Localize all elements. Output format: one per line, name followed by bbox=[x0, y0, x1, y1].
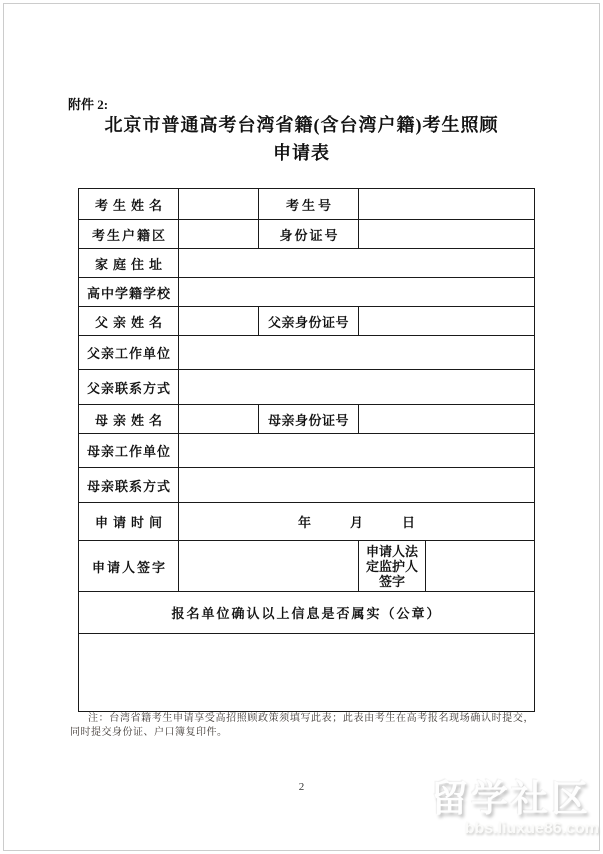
mother-name-label: 母亲姓名 bbox=[79, 405, 179, 434]
application-form-table bbox=[78, 188, 535, 712]
id-card-label: 身份证号 bbox=[259, 220, 359, 249]
father-name-label: 父亲姓名 bbox=[79, 307, 179, 336]
document-title bbox=[0, 111, 603, 167]
mother-id-field bbox=[359, 405, 535, 434]
home-address-label: 家庭住址 bbox=[79, 249, 179, 278]
guardian-sign-label: 申请人法定监护人签字 bbox=[359, 541, 426, 592]
mother-contact-field bbox=[179, 468, 535, 503]
mother-contact-label: 母亲联系方式 bbox=[79, 468, 179, 503]
guardian-sign-field bbox=[426, 541, 535, 592]
row-mother-employer bbox=[79, 434, 535, 468]
row-high-school bbox=[79, 278, 535, 307]
mother-employer-label: 母亲工作单位 bbox=[79, 434, 179, 468]
student-id-field bbox=[359, 189, 535, 220]
row-mother-name bbox=[79, 405, 535, 434]
unit-confirm-label: 报名单位确认以上信息是否属实（公章） bbox=[79, 592, 535, 634]
title-line-1: 北京市普通高考台湾省籍(含台湾户籍)考生照顾 bbox=[104, 115, 499, 135]
father-contact-field bbox=[179, 370, 535, 405]
row-stamp-area bbox=[79, 634, 535, 712]
home-address-field bbox=[179, 249, 535, 278]
watermark-site-name: 留学社区 bbox=[431, 778, 591, 819]
stamp-area bbox=[79, 634, 535, 712]
row-apply-date bbox=[79, 503, 535, 541]
row-father-name bbox=[79, 307, 535, 336]
row-mother-contact bbox=[79, 468, 535, 503]
father-id-label: 父亲身份证号 bbox=[259, 307, 359, 336]
father-contact-label: 父亲联系方式 bbox=[79, 370, 179, 405]
father-name-field bbox=[179, 307, 259, 336]
row-unit-confirm bbox=[79, 592, 535, 634]
father-employer-field bbox=[179, 336, 535, 370]
mother-employer-field bbox=[179, 434, 535, 468]
footnote: 注：台湾省籍考生申请享受高招照顾政策须填写此表；此表由考生在高考报名现场确认时提交，同时提交身份证、户口簿复印件。 bbox=[70, 713, 534, 738]
applicant-sign-field bbox=[179, 541, 359, 592]
row-household-district bbox=[79, 220, 535, 249]
mother-id-label: 母亲身份证号 bbox=[259, 405, 359, 434]
row-father-contact bbox=[79, 370, 535, 405]
row-home-address bbox=[79, 249, 535, 278]
attachment-label: 附件 2: bbox=[68, 97, 109, 112]
high-school-field bbox=[179, 278, 535, 307]
household-district-field bbox=[179, 220, 259, 249]
watermark-site-url: bbs.liuxue86.com bbox=[464, 820, 599, 837]
mother-name-field bbox=[179, 405, 259, 434]
applicant-sign-label: 申请人签字 bbox=[79, 541, 179, 592]
student-name-field bbox=[179, 189, 259, 220]
father-id-field bbox=[359, 307, 535, 336]
apply-date-field: 年 月 日 bbox=[179, 503, 535, 541]
title-line-2: 申请表 bbox=[273, 143, 330, 163]
household-district-label: 考生户籍区 bbox=[79, 220, 179, 249]
id-card-field bbox=[359, 220, 535, 249]
father-employer-label: 父亲工作单位 bbox=[79, 336, 179, 370]
student-name-label: 考生姓名 bbox=[79, 189, 179, 220]
high-school-label: 高中学籍学校 bbox=[79, 278, 179, 307]
row-student-name bbox=[79, 189, 535, 220]
row-signatures bbox=[79, 541, 535, 592]
row-father-employer bbox=[79, 336, 535, 370]
student-id-label: 考生号 bbox=[259, 189, 359, 220]
apply-date-label: 申请时间 bbox=[79, 503, 179, 541]
page-number: 2 bbox=[298, 781, 305, 793]
